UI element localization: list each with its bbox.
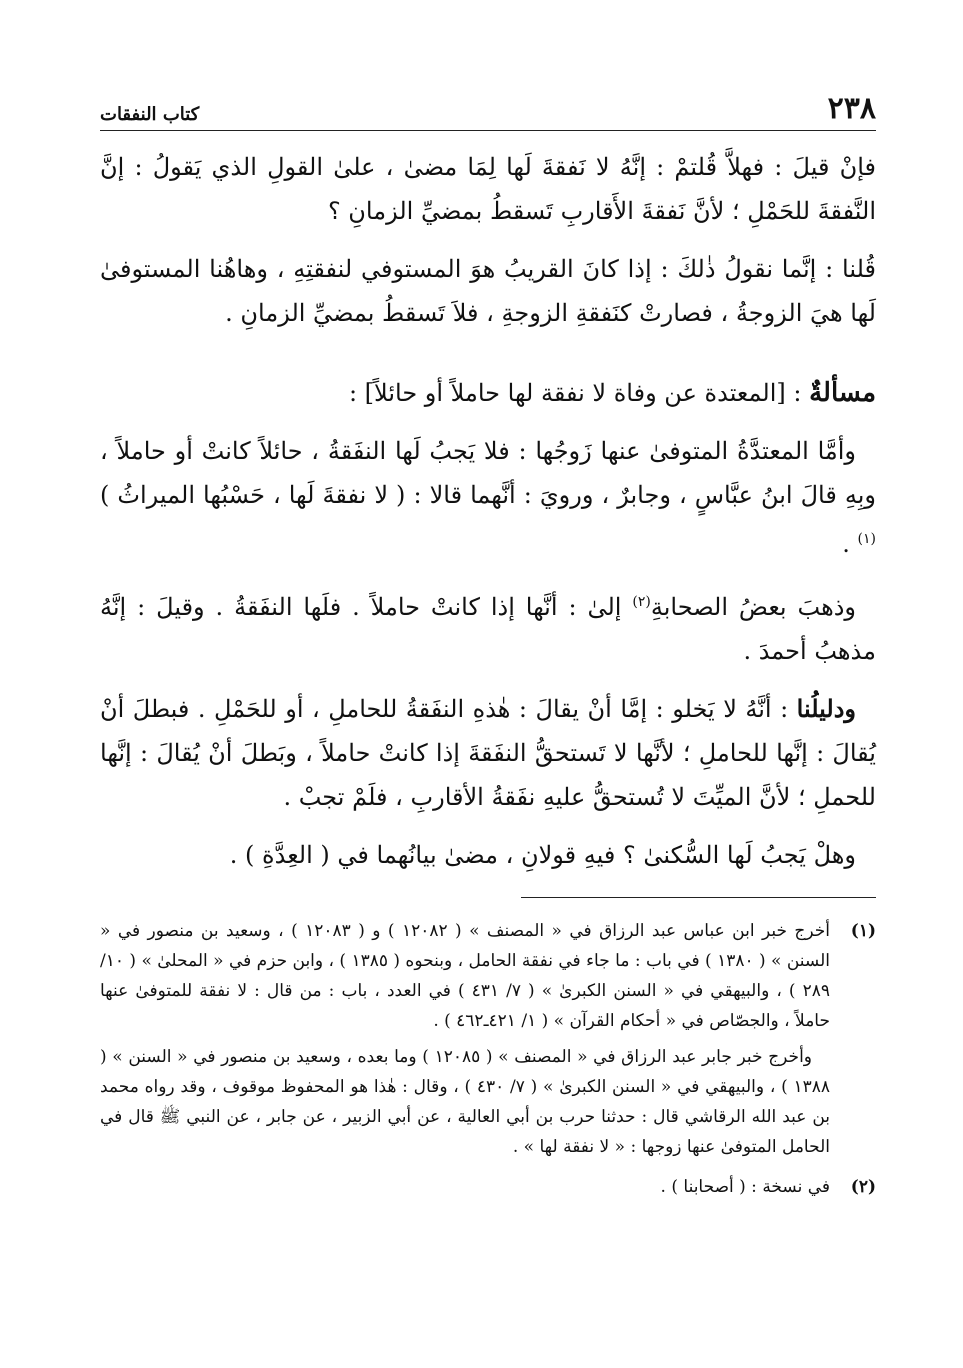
book-page: [100, 80, 876, 1212]
footnote-number: (١): [850, 921, 876, 941]
footnote-paragraph: أخرج خبر ابن عباس عبد الرزاق في « المصنف » ( ١٢٠٨٢ ) و ( ١٢٠٨٣ ) ، وسعيد بن منصور في « السنن » ( ١٣٨٠ ) في باب : ما جاء في نفقة الحامل ، وبنحوه ( ١٣٨٥ ) ، وابن حزم في « المحلىٰ » ( ١٠/ ٢٨٩ ) ، والبيهقي في « السنن الكبرىٰ » ( ٧/ ٤٣١ ) في العدد ، باب : من قال : لا نفقة للمتوفىٰ عنها حاملاً ، والجصّاص في « أحكام القرآن » ( ١/ ٤٢١ـ٤٦٢ ) .: [100, 921, 830, 1031]
running-title: كتاب النفقات: [100, 104, 200, 125]
paragraph-evidence: [100, 687, 876, 819]
evidence-text: : أنَّهُ لا يَخلو : إمَّا أنْ يقالَ : هٰذهِ النفَقةُ للحاملِ ، أو للحَمْلِ . فبطلَ أنْ يُقالَ : إنَّها للحاملِ ؛ لأنَّها لا تَستحقُّ النفَقةَ إذا كانتْ حاملاً ، وبَطلَ أنْ يُقالَ : إنَّها للحملِ ؛ لأنَّ الميِّتَ لا تُستحقُّ عليهِ نفَقةُ الأقاربِ ، فلَمْ تجبْ .: [100, 695, 876, 811]
footnote-ref-1: (١): [857, 531, 876, 547]
issue-label: مسألةٌ: [809, 378, 876, 408]
paragraph-opinion: [100, 580, 876, 673]
main-text: [100, 145, 876, 877]
page-number: ٢٣٨: [827, 91, 876, 126]
paragraph-objection: فإنْ قيلَ : فهلاَّ قُلتمْ : إنَّهُ لا نَفقةَ لَها لِمَا مضىٰ ، علىٰ القولِ الذي يَقولُ : إنَّ النَّفقةَ للحَمْلِ ؛ لأنَّ نَفقةَ الأَقاربِ تَسقطُ بمضيِّ الزمانِ ؟: [100, 153, 876, 225]
footnote-number: (٢): [850, 1177, 876, 1197]
opinion-text-b: إلىٰ : أنَّها إذا كانتْ حاملاً . فلَها النفَقةُ . وقيلَ : إنَّهُ مذهبُ أحمدَ .: [100, 593, 876, 665]
issue-heading: [100, 371, 876, 415]
evidence-label: ودليلُنا: [796, 694, 856, 723]
paragraph-reply: قُلنا : إنَّما نقولُ ذٰلكَ : إذا كانَ القريبُ هوَ المستوفي لنفقتِهِ ، وهاهُنا المستوفىٰ لَها هيَ الزوجةُ ، فصارتْ كنَفقةِ الزوجةِ ، فلاَ تَسقطُ بمضيِّ الزمانِ .: [100, 255, 876, 327]
footnote-body: [661, 1172, 830, 1208]
footnote-paragraph: في نسخة : ( أصحابنا ) .: [660, 1177, 830, 1197]
issue-title: : [المعتدة عن وفاة لا نفقة لها حاملاً أو حائلاً] :: [348, 379, 802, 407]
footnote-paragraph: وأخرج خبر جابر عبد الرزاق في « المصنف » ( ١٢٠٨٥ ) وما بعده ، وسعيد بن منصور في « السنن » ( ١٣٨٨ ) ، والبيهقي في « السنن الكبرىٰ » ( ٧/ ٤٣٠ ) ، وقال : هٰذا هو المحفوظ موقوف ، وقد رواه محمد بن عبد الله الرقاشي قال : حدثنا حرب بن أبي العالية ، عن أبي الزبير ، عن جابر ، عن النبي ﷺ قال في الحامل المتوفىٰ عنها زوجها : « لا نفقة لها » .: [100, 1047, 830, 1157]
ruling-text: وأمَّا المعتدَّةُ المتوفىٰ عنها زَوجُها : فلا يَجبُ لَها النفَقةُ ، حائلاً كانتْ أو حاملاً ، وبِهِ قالَ ابنُ عبَّاسٍ ، وجابرٌ ، ورويَ : أنَّهما قالا : ( لا نفقةَ لَها ، حَسْبُها الميراثُ ): [100, 437, 877, 509]
ruling-end: .: [842, 530, 858, 558]
footnote-ref-2: (٢): [632, 594, 651, 610]
paragraph-housing: وهلْ يَجبُ لَها السُّكنىٰ ؟ فيهِ قولانِ ، مضىٰ بيانُهما في ( العِدَّةِ ) .: [229, 841, 856, 869]
paragraph-ruling: [100, 429, 876, 566]
opinion-text-a: وذهبَ بعضُ الصحابةِ: [650, 593, 856, 621]
footnote-1: [100, 916, 876, 1168]
footnote-divider: [521, 897, 876, 898]
page-header: [100, 80, 876, 131]
footnotes: [100, 916, 876, 1208]
footnote-2: [100, 1172, 876, 1208]
footnote-body: [100, 916, 830, 1168]
